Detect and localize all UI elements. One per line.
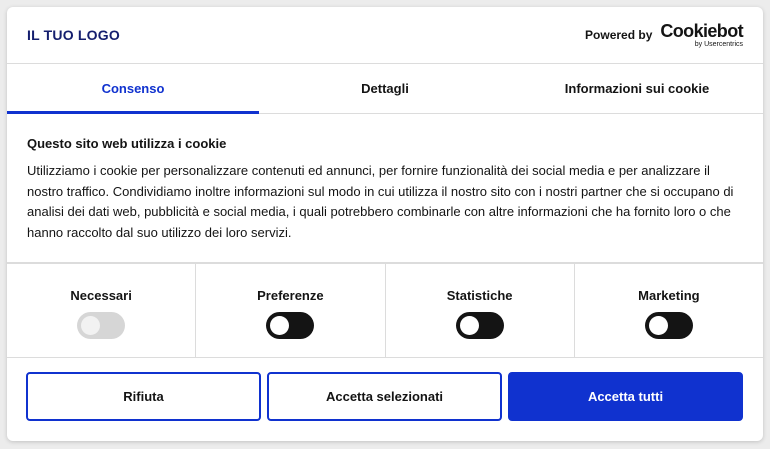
tab-dettagli[interactable]: Dettagli xyxy=(361,81,409,96)
category-label: Marketing xyxy=(638,288,700,303)
category-necessari xyxy=(7,264,196,357)
powered-by-cookiebot[interactable] xyxy=(585,22,743,48)
tab-informazioni-sui-cookie[interactable]: Informazioni sui cookie xyxy=(564,81,710,96)
category-label: Preferenze xyxy=(257,288,324,303)
consent-body xyxy=(7,114,763,264)
category-preferenze xyxy=(196,264,385,357)
toggle-knob xyxy=(460,316,479,335)
toggle-knob xyxy=(270,316,289,335)
tab-consenso[interactable]: Consenso xyxy=(7,64,259,113)
marketing-toggle[interactable] xyxy=(645,312,693,339)
cookiebot-logo-subtitle: by Usercentrics xyxy=(694,41,743,48)
cookie-categories xyxy=(7,264,763,358)
powered-by-label: Powered by xyxy=(585,28,653,42)
category-label: Necessari xyxy=(70,288,132,303)
category-marketing xyxy=(575,264,763,357)
toggle-knob xyxy=(649,316,668,335)
preferenze-toggle[interactable] xyxy=(266,312,314,339)
tab-bar xyxy=(7,64,763,114)
accept-all-button[interactable]: Accetta tutti xyxy=(508,372,743,421)
cookiebot-logo-name: Cookiebot xyxy=(660,21,743,41)
action-buttons xyxy=(7,358,763,421)
consent-title: Questo sito web utilizza i cookie xyxy=(27,136,227,151)
reject-button[interactable]: Rifiuta xyxy=(26,372,261,421)
site-logo: IL TUO LOGO xyxy=(27,27,120,43)
accept-selected-button[interactable]: Accetta selezionati xyxy=(267,372,502,421)
toggle-knob xyxy=(81,316,100,335)
category-statistiche xyxy=(386,264,575,357)
category-label: Statistiche xyxy=(446,288,513,303)
cookiebot-logo[interactable] xyxy=(660,22,743,48)
necessari-toggle xyxy=(77,312,125,339)
cookie-consent-dialog xyxy=(7,7,763,441)
statistiche-toggle[interactable] xyxy=(456,312,504,339)
consent-description: Utilizziamo i cookie per personalizzare contenuti ed annunci, per fornire funzionalità dei social media e per analizzare il nostro traffico. Condividiamo inoltre informazioni sul modo in cui utilizza il nostro sito con i nostri partner che si occupano di analisi dei dati web, pubblicità e social media, i quali potrebbero combinarle con altre informazioni che ha fornito loro o che hanno raccolto dal suo utilizzo dei loro servizi. xyxy=(27,163,734,240)
dialog-header xyxy=(7,7,763,64)
